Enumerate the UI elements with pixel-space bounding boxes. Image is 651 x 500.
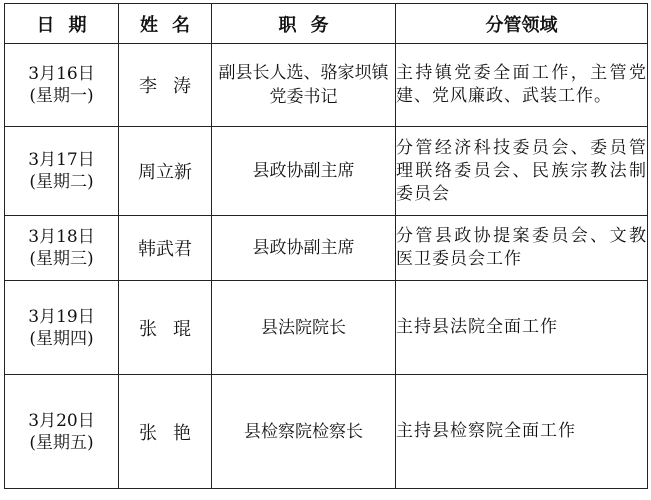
weekday-text: (星期三)	[29, 249, 94, 269]
table-row	[5, 375, 648, 489]
title-cell: 县法院院长	[212, 281, 396, 375]
title-cell: 县政协副主席	[212, 127, 396, 216]
area-cell: 主持镇党委全面工作，主管党建、党风廉政、武装工作。	[396, 44, 648, 127]
table-row	[5, 44, 648, 127]
weekday-text: (星期四)	[29, 328, 94, 349]
date-cell	[5, 216, 119, 281]
weekday-text: (星期二)	[29, 172, 94, 192]
header-area: 分管领域	[396, 4, 648, 44]
header-row	[5, 4, 648, 44]
area-cell: 主持县检察院全面工作	[396, 375, 648, 489]
header-date: 日期	[5, 4, 119, 44]
header-title: 职务	[212, 4, 396, 44]
date-cell	[5, 375, 119, 489]
date-text: 3月19日	[28, 306, 95, 327]
name-cell: 李涛	[119, 44, 212, 127]
area-cell: 分管县政协提案委员会、文教医卫委员会工作	[396, 216, 648, 281]
table-row	[5, 281, 648, 375]
area-cell: 分管经济科技委员会、委员管理联络委员会、民族宗教法制委员会	[396, 127, 648, 216]
table-row	[5, 127, 648, 216]
name-cell: 周立新	[119, 127, 212, 216]
title-cell: 县政协副主席	[212, 216, 396, 281]
weekday-text: (星期一)	[29, 86, 94, 106]
date-text: 3月17日	[28, 150, 95, 170]
date-cell	[5, 281, 119, 375]
title-cell: 县检察院检察长	[212, 375, 396, 489]
schedule-table	[4, 3, 648, 489]
date-text: 3月18日	[28, 227, 95, 247]
date-cell	[5, 127, 119, 216]
name-cell: 韩武君	[119, 216, 212, 281]
header-name: 姓名	[119, 4, 212, 44]
title-cell: 副县长人选、骆家坝镇党委书记	[212, 44, 396, 127]
name-cell: 张琨	[119, 281, 212, 375]
weekday-text: (星期五)	[29, 432, 94, 453]
date-text: 3月20日	[28, 410, 95, 431]
name-cell: 张艳	[119, 375, 212, 489]
table-row	[5, 216, 648, 281]
date-text: 3月16日	[28, 64, 95, 84]
date-cell	[5, 44, 119, 127]
area-cell: 主持县法院全面工作	[396, 281, 648, 375]
